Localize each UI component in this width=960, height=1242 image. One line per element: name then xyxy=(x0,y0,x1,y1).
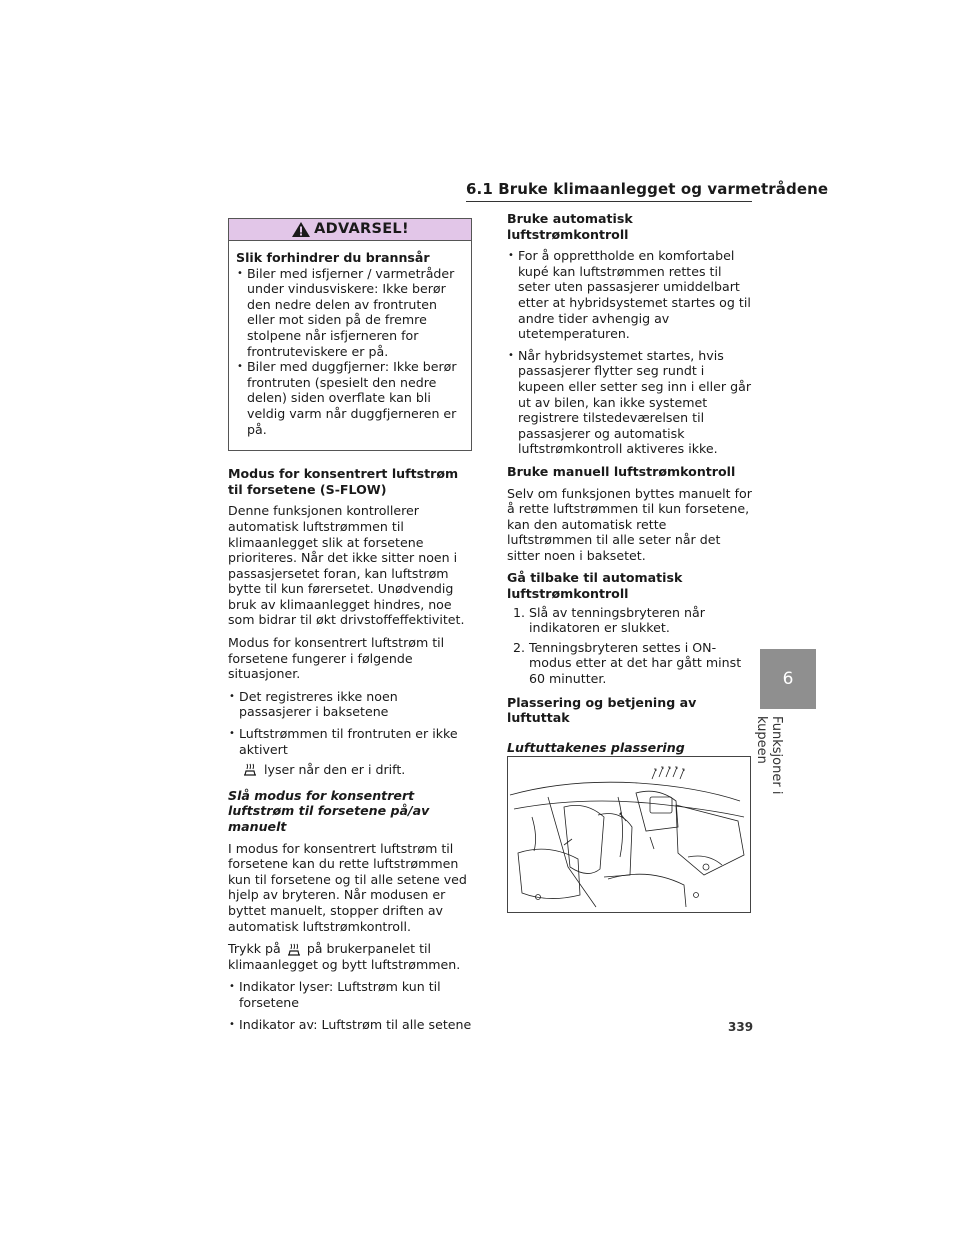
indicator-list xyxy=(228,979,472,1032)
press-before: Trykk på xyxy=(228,941,281,957)
list-item: • Når hybridsystemet startes, hvis passasjerer flytter seg rundt i kupeen eller setter seg inn i eller går ut av bilen, kan ikke systemet registrere tilstedeværelsen til passasjerer og automatisk luftstrømkontroll aktiveres ikke. xyxy=(507,348,753,457)
paragraph: Modus for konsentrert luftstrøm til forsetene fungerer i følgende situasjoner. xyxy=(228,635,445,682)
return-heading: Gå tilbake til automatisk luftstrømkontroll xyxy=(507,570,683,602)
warning-list xyxy=(236,266,465,438)
chapter-label: Funksjoner i kupeen xyxy=(754,716,784,795)
list-item: • Indikator lyser: Luftstrøm kun til forsetene xyxy=(228,979,472,1010)
left-column xyxy=(228,218,472,1039)
list-item: • Luftstrømmen til frontruten er ikke aktivert xyxy=(228,726,472,757)
step-text: Slå av tenningsbryteren når indikatoren er slukket. xyxy=(529,604,705,636)
sflow-conditions-list xyxy=(228,689,472,757)
warning-box xyxy=(228,218,472,451)
steps-list xyxy=(507,605,753,687)
press-instruction xyxy=(228,941,472,972)
chapter-tab: 6 xyxy=(760,649,816,709)
sflow-heading: Modus for konsentrert luftstrøm til forsetene (S-FLOW) xyxy=(228,466,459,497)
section-header: 6.1 Bruke klimaanlegget og varmetrådene xyxy=(466,180,829,198)
indicator-text: lyser når den er i drift. xyxy=(264,762,406,778)
list-item: • Biler med duggfjerner: Ikke berør frontruten (spesielt den nedre delen) siden overflate kan bli veldig varm når duggfjerneren er på. xyxy=(236,359,465,437)
paragraph: Denne funksjonen kontrollerer automatisk luftstrømmen til klimaanlegget slik at forsetene prioriteres. Når det ikke sitter noen i passasjersetet foran, kan luftstrøm bytte til kun førersetet. Unødvendig bruk av klimaanlegget hindres, noe som bidrar til økt drivstoffeffektivitet. xyxy=(228,503,465,628)
paragraph: I modus for konsentrert luftstrøm til forsetene kan du rette luftstrømmen kun til forsetene og til alle setene ved hjelp av bryteren. Når modusen er byttet manuelt, stopper driften av automatisk luftstrømkontroll. xyxy=(228,840,467,934)
manual-heading: Slå modus for konsentrert luftstrøm til forsetene på/av manuelt xyxy=(228,787,430,834)
warning-heading: Slik forhindrer du brannsår xyxy=(236,250,430,265)
indicator-line xyxy=(228,762,472,778)
auto-list xyxy=(507,248,753,457)
list-item: • Det registreres ikke noen passasjerer i baksetene xyxy=(228,689,472,720)
header-rule xyxy=(466,201,752,202)
list-item: • Indikator av: Luftstrøm til alle setene xyxy=(228,1017,472,1033)
right-column xyxy=(507,211,753,803)
list-item: • Biler med isfjerner / varmetråder under vindusviskere: Ikke berør den nedre delen av frontruten eller mot siden på de fremre stolpene når isfjerneren for frontruteviskere er på. xyxy=(236,266,465,360)
step-number: 2. xyxy=(513,639,526,655)
seat-airflow-icon xyxy=(241,763,259,777)
step-number: 1. xyxy=(513,604,526,620)
step-item xyxy=(513,605,753,636)
manual-control-heading: Bruke manuell luftstrømkontroll xyxy=(507,463,736,479)
warning-body xyxy=(229,241,471,450)
vents-heading: Plassering og betjening av luftuttak xyxy=(507,694,697,726)
step-item xyxy=(513,640,753,687)
warning-header xyxy=(229,219,471,241)
cabin-vents-illustration xyxy=(507,756,751,913)
vents-subheading: Luftuttakenes plassering xyxy=(507,739,685,755)
auto-heading: Bruke automatisk luftstrømkontroll xyxy=(507,211,633,242)
page-number: 339 xyxy=(728,1020,754,1034)
cabin-drawing xyxy=(508,757,750,912)
step-text: Tenningsbryteren settes i ON-modus etter at det har gått minst 60 minutter. xyxy=(529,639,742,687)
seat-airflow-icon xyxy=(285,943,303,957)
warning-label: ADVARSEL! xyxy=(314,220,409,237)
paragraph: Selv om funksjonen byttes manuelt for å rette luftstrømmen til kun forsetene, kan den automatisk rette luftstrømmen til alle seter når det sitter noen i baksetet. xyxy=(507,485,752,563)
press-after: på brukerpanelet til klimaanlegget og bytt luftstrømmen. xyxy=(228,941,461,972)
warning-triangle-icon xyxy=(291,221,311,238)
list-item: • For å opprettholde en komfortabel kupé kan luftstrømmen rettes til seter uten passasjerer umiddelbart etter at hybridsystemet startes og til andre tider avhengig av utetemperaturen. xyxy=(507,248,753,342)
